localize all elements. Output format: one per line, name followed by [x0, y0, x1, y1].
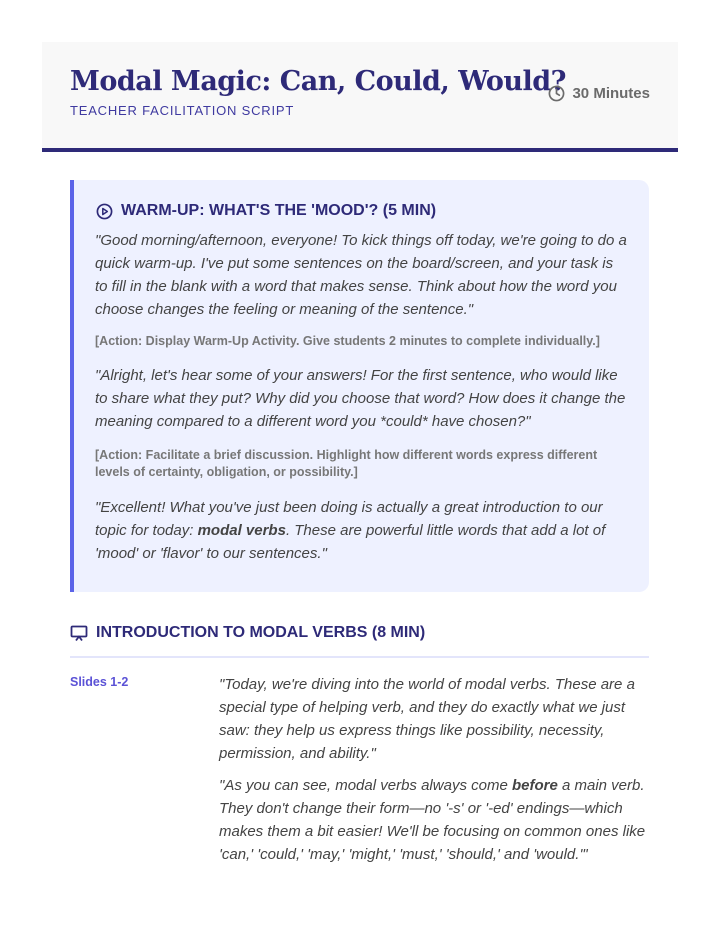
warmup-action-2: [Action: Facilitate a brief discussion. Highlight how different words express different levels of certainty, obligation, or possibility.] — [95, 448, 598, 479]
duration-badge — [548, 85, 650, 102]
intro-script — [219, 673, 651, 875]
warmup-script-1: "Good morning/afternoon, everyone! To kick things off today, we're going to do a quick warm-up. I've put some sentences on the board/screen, and your task is to fill in the blank with a word that makes sense. Think about how the word you choose changes the feeling or meaning of the sentence." — [95, 232, 627, 318]
page-subtitle: TEACHER FACILITATION SCRIPT — [70, 103, 295, 118]
play-circle-icon — [96, 203, 113, 220]
warmup-section — [70, 180, 649, 592]
warmup-script-3-after: . These are powerful little words that add a lot of 'mood' or 'flavor' to our sentences." — [95, 522, 606, 562]
warmup-script-3-before: "Excellent! What you've just been doing is actually a great introduction to our topic for today: — [95, 499, 603, 539]
warmup-script-2: "Alright, let's hear some of your answers! For the first sentence, who would like to share what they put? Why did you choose that word? How does it change the meaning compared to a different word you *could* have chosen?" — [95, 367, 626, 430]
warmup-heading — [96, 202, 627, 220]
intro-script-2-after: a main verb. They don't change their form—no '-s' or '-ed' endings—which makes them a bit easier! We'll be focusing on common ones like 'can,' 'could,' 'may,' 'might,' 'must,' 'should,' and 'would.'" — [219, 777, 646, 863]
warmup-script-3-bold: modal verbs — [197, 522, 286, 539]
intro-script-1: "Today, we're diving into the world of modal verbs. These are a special type of helping verb, and they do exactly what we just saw: they help us express things like possibility, necessity, permission, and ability." — [219, 676, 635, 762]
header — [42, 42, 678, 152]
intro-script-2-before: "As you can see, modal verbs always come — [219, 777, 512, 794]
duration-label: 30 Minutes — [572, 85, 650, 102]
intro-heading — [70, 624, 649, 658]
intro-heading-text: INTRODUCTION TO MODAL VERBS (8 MIN) — [96, 624, 426, 641]
warmup-script-3 — [95, 496, 627, 565]
intro-script-2-bold: before — [511, 777, 558, 794]
warmup-action-1: [Action: Display Warm-Up Activity. Give students 2 minutes to complete individually.] — [95, 334, 600, 348]
presentation-icon — [70, 625, 88, 642]
clock-icon — [548, 85, 565, 102]
warmup-heading-text: WARM-UP: WHAT'S THE 'MOOD'? (5 MIN) — [121, 202, 437, 219]
slide-label: Slides 1-2 — [70, 675, 129, 689]
intro-script-2 — [219, 774, 651, 866]
page-title: Modal Magic: Can, Could, Would? — [70, 66, 566, 97]
